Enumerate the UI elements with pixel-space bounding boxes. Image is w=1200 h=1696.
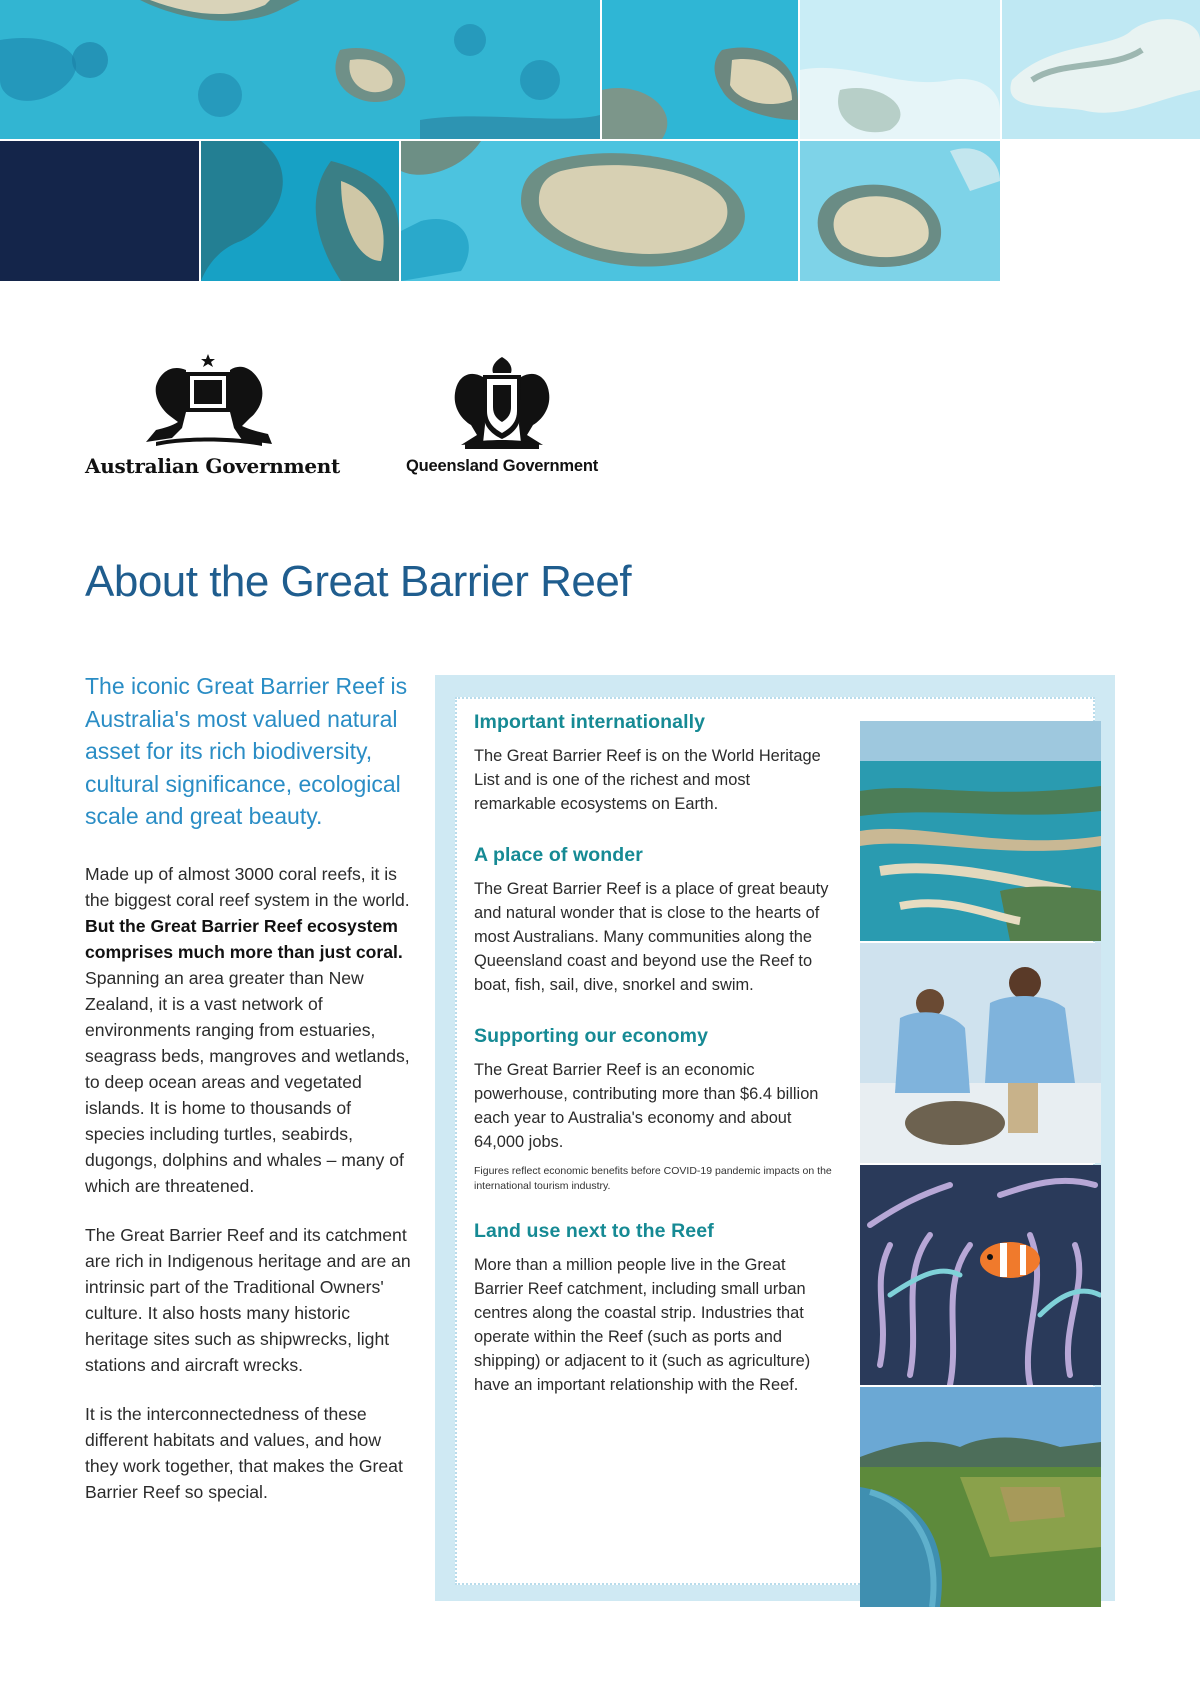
section-heading: Supporting our economy xyxy=(474,1025,709,1047)
facts-panel-inner xyxy=(455,697,1095,1585)
intro-paragraph: The iconic Great Barrier Reef is Australia's most valued natural asset for its rich biodiversity, cultural significance, ecological scale and great beauty. xyxy=(85,673,408,829)
reef-aerial-image xyxy=(602,0,798,139)
reef-aerial-image xyxy=(401,141,798,281)
section-heading: A place of wonder xyxy=(474,844,643,866)
section-text: The Great Barrier Reef is an economic powerhouse, contributing more than $6.4 billion each year to Australia's economy and about 64,000 jobs. xyxy=(474,1061,819,1151)
footnote: Figures reflect economic benefits before COVID-19 pandemic impacts on the international tourism industry. xyxy=(474,1165,832,1192)
left-column xyxy=(85,670,415,1528)
reef-aerial-image xyxy=(0,0,600,139)
body-paragraph: The Great Barrier Reef and its catchment are rich in Indigenous heritage and are an intrinsic part of the Traditional Owners' culture. It also hosts many historic heritage sites such as shipwrecks, light stations and aircraft wrecks. xyxy=(85,1224,411,1375)
reef-aerial-image xyxy=(1002,0,1200,139)
section-heading: Important internationally xyxy=(474,711,706,733)
page-title: About the Great Barrier Reef xyxy=(85,557,632,606)
queensland-government-wordmark: Queensland Government xyxy=(405,457,598,475)
section-text: The Great Barrier Reef is on the World Heritage List and is one of the richest and most remarkable ecosystems on Earth. xyxy=(474,747,821,813)
body-bold-text: But the Great Barrier Reef ecosystem comprises much more than just coral. xyxy=(85,915,403,962)
coastline-aerial-photo xyxy=(860,721,1101,941)
body-paragraph xyxy=(85,861,415,1199)
body-text: Spanning an area greater than New Zealand, it is a vast network of environments ranging from estuaries, seagrass beds, mangroves and wetlands, to deep ocean areas and vegetated islands. It is home to thousands of species including turtles, seabirds, dugongs, dolphins and whales – many of which are threatened. xyxy=(85,967,410,1196)
section-text: More than a million people live in the Great Barrier Reef catchment, including small urban centres along the coastal strip. Industries that operate within the Reef (such as ports and shipping) or adjacent to it (such as agriculture) have an important relationship with the Reef. xyxy=(474,1256,811,1394)
facts-panel-text xyxy=(474,711,834,1425)
facts-panel xyxy=(435,675,1115,1601)
body-text: Made up of almost 3000 coral reefs, it is the biggest coral reef system in the world. xyxy=(85,863,410,910)
header-reef-mosaic xyxy=(0,0,1200,285)
reef-aerial-image xyxy=(201,141,399,281)
australian-government-wordmark: Australian Government xyxy=(85,454,340,478)
river-farmland-photo xyxy=(860,1387,1101,1607)
photo-strip xyxy=(860,721,1101,1609)
queensland-coat-of-arms-icon xyxy=(447,355,557,451)
australian-coat-of-arms-icon xyxy=(142,352,274,448)
clownfish-anemone-photo xyxy=(860,1165,1101,1385)
rangers-turtle-photo xyxy=(860,943,1101,1163)
reef-aerial-image xyxy=(800,141,1000,281)
body-paragraph: It is the interconnectedness of these different habitats and values, and how they work together, that makes the Great Barrier Reef so special. xyxy=(85,1403,403,1502)
reef-aerial-image xyxy=(800,0,1000,139)
section-heading: Land use next to the Reef xyxy=(474,1220,714,1242)
section-text: The Great Barrier Reef is a place of great beauty and natural wonder that is close to the hearts of most Australians. Many communities along the Queensland coast and beyond use the Reef to boat, fish, sail, dive, snorkel and swim. xyxy=(474,880,829,994)
queensland-government-logo xyxy=(396,355,608,476)
australian-government-logo xyxy=(85,352,340,478)
navy-block xyxy=(0,141,199,281)
